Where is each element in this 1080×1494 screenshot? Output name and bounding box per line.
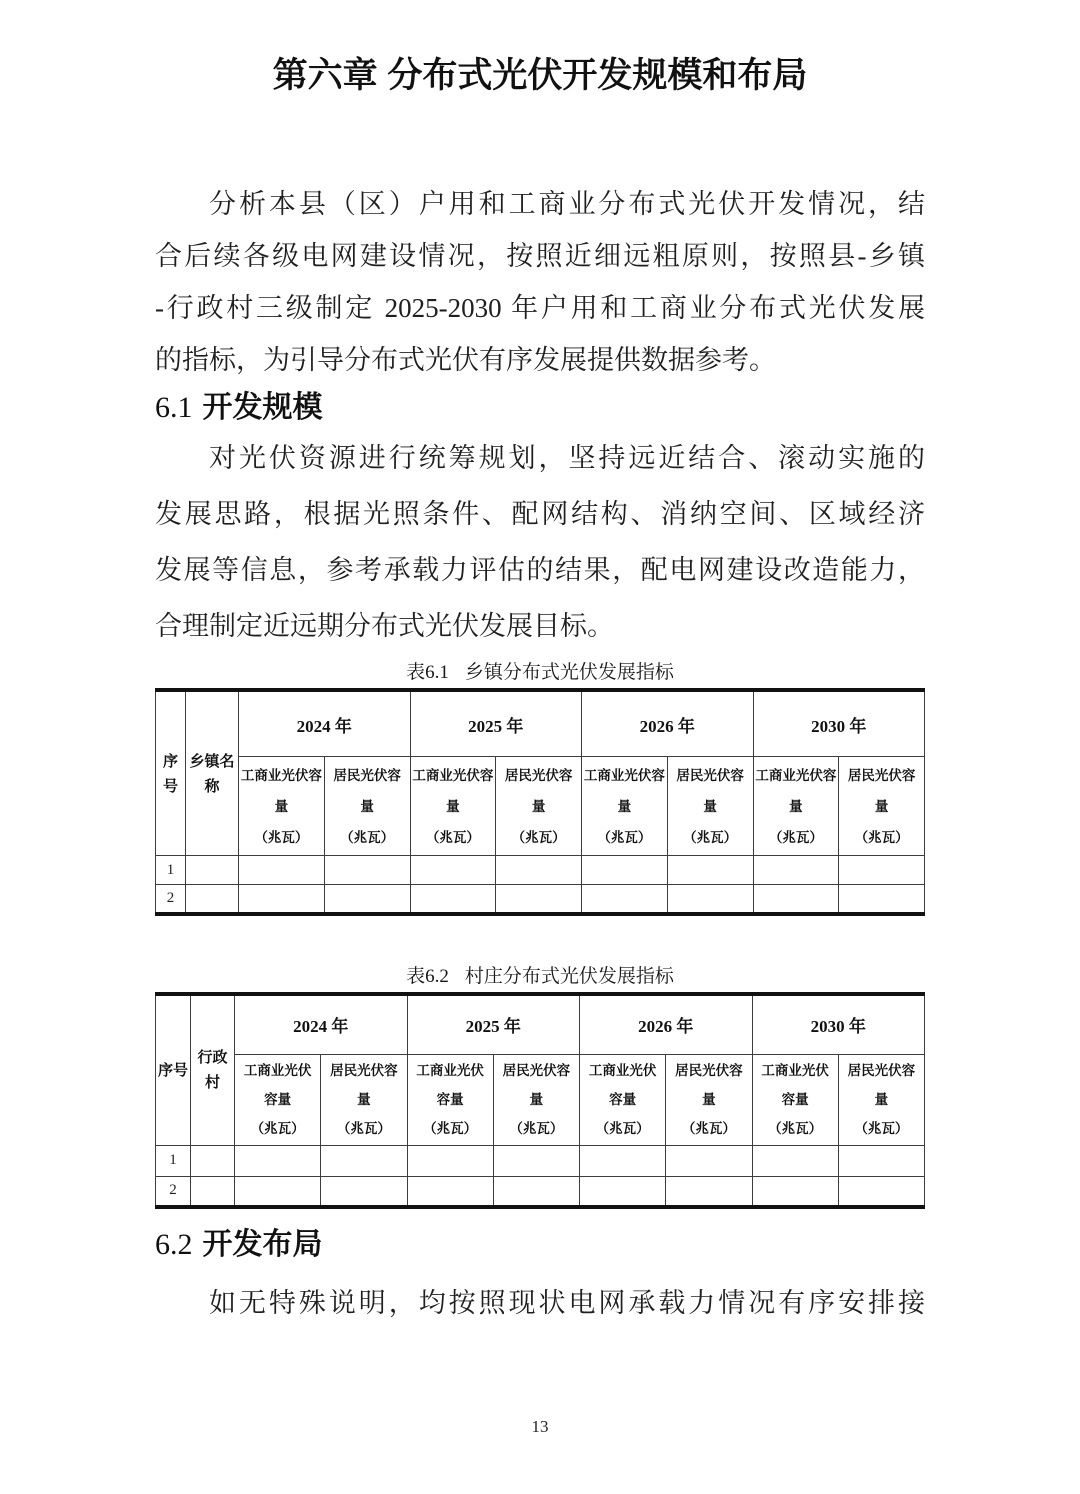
section-heading-6-2 — [155, 1225, 925, 1265]
table-cell-empty — [239, 856, 325, 885]
col-header-township-name: 乡镇名称 — [186, 690, 239, 856]
table-cell-empty — [191, 1145, 235, 1176]
section-6-2-paragraph — [155, 1277, 925, 1329]
table-village-pv-indicators — [155, 992, 925, 1210]
year-header-2024: 2024 年 — [239, 690, 411, 757]
col-header-serial: 序号 — [156, 994, 191, 1146]
table-cell-empty — [407, 1145, 493, 1176]
table2-caption — [155, 964, 925, 990]
subcol-header-resident: 居民光伏容 量 （兆瓦） — [321, 1054, 407, 1145]
paragraph-line: 发展思路，根据光照条件、配网结构、消纳空间、区域经济 — [155, 499, 925, 529]
table1-caption — [155, 660, 925, 686]
subcol-header-resident: 居民光伏容 量 （兆瓦） — [496, 757, 582, 856]
table-row — [156, 1176, 925, 1207]
document-page — [0, 54, 1080, 1494]
subcol-header-commercial: 工商业光伏 容量 （兆瓦） — [752, 1054, 838, 1145]
table-cell-empty — [321, 1176, 407, 1207]
year-header-2025: 2025 年 — [410, 690, 582, 757]
table-cell-empty — [582, 885, 668, 914]
table-cell-empty — [493, 1145, 579, 1176]
table-cell-empty — [667, 885, 753, 914]
paragraph-line: 的指标，为引导分布式光伏有序发展提供数据参考。 — [155, 345, 776, 375]
table-caption-text: 村庄分布式光伏发展指标 — [464, 965, 674, 987]
subcol-header-commercial: 工商业光伏 容量 （兆瓦） — [235, 1054, 321, 1145]
section-heading-6-1 — [155, 388, 925, 428]
subcol-header-commercial: 工商业光伏 容量 （兆瓦） — [407, 1054, 493, 1145]
subcol-header-resident: 居民光伏容 量 （兆瓦） — [667, 757, 753, 856]
table-row — [156, 856, 925, 885]
page-number: 13 — [531, 1417, 549, 1436]
table-header-row — [156, 994, 925, 1055]
table-cell-empty — [191, 1176, 235, 1207]
table-cell-empty — [666, 1145, 752, 1176]
table-cell-empty — [235, 1176, 321, 1207]
paragraph-line: 发展等信息，参考承载力评估的结果，配电网建设改造能力， — [155, 555, 925, 585]
table-cell-empty — [493, 1176, 579, 1207]
chapter-title: 第六章 分布式光伏开发规模和布局 — [272, 56, 808, 95]
subcol-header-commercial: 工商业光伏容 量 （兆瓦） — [239, 757, 325, 856]
intro-paragraph — [155, 178, 925, 386]
table-caption-text: 乡镇分布式光伏发展指标 — [464, 662, 674, 683]
table-cell-empty — [752, 1145, 838, 1176]
paragraph-line: -行政村三级制定 2025-2030 年户用和工商业分布式光伏发展 — [155, 293, 925, 323]
table-cell-empty — [753, 856, 839, 885]
subcol-header-commercial: 工商业光伏容 量 （兆瓦） — [410, 757, 496, 856]
subcol-header-resident: 居民光伏容 量 （兆瓦） — [839, 757, 925, 856]
row-serial: 2 — [156, 885, 186, 914]
subcol-header-resident: 居民光伏容 量 （兆瓦） — [493, 1054, 579, 1145]
table-row — [156, 885, 925, 914]
table-cell-empty — [839, 885, 925, 914]
row-serial: 1 — [156, 856, 186, 885]
subcol-header-resident: 居民光伏容 量 （兆瓦） — [666, 1054, 752, 1145]
table-subheader-row — [156, 757, 925, 856]
table-cell-empty — [838, 1145, 924, 1176]
table-cell-empty — [410, 885, 496, 914]
table-cell-empty — [752, 1176, 838, 1207]
table-cell-empty — [235, 1145, 321, 1176]
col-header-serial: 序号 — [156, 690, 186, 856]
table-subheader-row — [156, 1054, 925, 1145]
row-serial: 2 — [156, 1176, 191, 1207]
paragraph-line: 合后续各级电网建设情况，按照近细远粗原则，按照县-乡镇 — [155, 241, 925, 271]
table-row — [156, 1145, 925, 1176]
section-number: 6.1 — [155, 391, 193, 424]
table-cell-empty — [839, 856, 925, 885]
table-cell-empty — [407, 1176, 493, 1207]
row-serial: 1 — [156, 1145, 191, 1176]
section-6-1-paragraph — [155, 430, 925, 654]
subcol-header-resident: 居民光伏容 量 （兆瓦） — [324, 757, 410, 856]
paragraph-line: 合理制定近远期分布式光伏发展目标。 — [155, 611, 614, 641]
section-title: 开发布局 — [202, 1228, 323, 1261]
subcol-header-commercial: 工商业光伏容 量 （兆瓦） — [753, 757, 839, 856]
table-cell-empty — [324, 885, 410, 914]
table-cell-empty — [580, 1145, 666, 1176]
table-cell-empty — [753, 885, 839, 914]
paragraph-line: 对光伏资源进行统筹规划，坚持远近结合、滚动实施的 — [209, 443, 925, 473]
subcol-header-commercial: 工商业光伏 容量 （兆瓦） — [580, 1054, 666, 1145]
year-header-2026: 2026 年 — [582, 690, 754, 757]
table-header-row — [156, 690, 925, 757]
year-header-2024: 2024 年 — [235, 994, 408, 1055]
section-title: 开发规模 — [202, 391, 323, 424]
table-cell-empty — [667, 856, 753, 885]
year-header-2026: 2026 年 — [580, 994, 753, 1055]
table-cell-empty — [496, 856, 582, 885]
table-cell-empty — [239, 885, 325, 914]
year-header-2030: 2030 年 — [753, 690, 925, 757]
table-cell-empty — [838, 1176, 924, 1207]
col-header-village-name: 行政村 — [191, 994, 235, 1146]
table-cell-empty — [580, 1176, 666, 1207]
table-cell-empty — [666, 1176, 752, 1207]
table-cell-empty — [582, 856, 668, 885]
table-caption-number: 表6.2 — [406, 965, 449, 987]
table-cell-empty — [496, 885, 582, 914]
paragraph-line: 如无特殊说明，均按照现状电网承载力情况有序安排接 — [209, 1288, 925, 1318]
section-number: 6.2 — [155, 1228, 193, 1261]
table-cell-empty — [324, 856, 410, 885]
table-cell-empty — [186, 856, 239, 885]
table-cell-empty — [186, 885, 239, 914]
subcol-header-resident: 居民光伏容 量 （兆瓦） — [838, 1054, 924, 1145]
table-cell-empty — [410, 856, 496, 885]
table-township-pv-indicators — [155, 688, 925, 916]
subcol-header-commercial: 工商业光伏容 量 （兆瓦） — [582, 757, 668, 856]
year-header-2025: 2025 年 — [407, 994, 580, 1055]
year-header-2030: 2030 年 — [752, 994, 925, 1055]
table-caption-number: 表6.1 — [406, 662, 449, 683]
table-cell-empty — [321, 1145, 407, 1176]
paragraph-line: 分析本县（区）户用和工商业分布式光伏开发情况，结 — [209, 189, 925, 219]
